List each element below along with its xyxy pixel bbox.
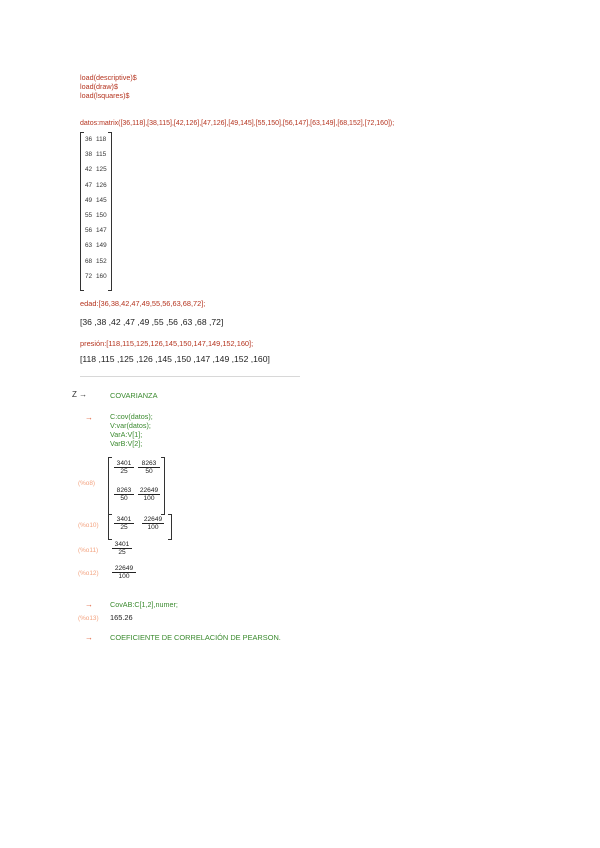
frac-num: 22649: [139, 487, 159, 494]
matrix-cell: 160: [96, 272, 107, 280]
matrix-cell: 36: [85, 136, 93, 143]
var-list-output: [108, 514, 178, 540]
output-label-o12: (%o12): [78, 570, 99, 577]
presion-input[interactable]: presión:[118,115,125,126,145,150,147,149,152,160];: [80, 339, 254, 348]
matrix-cell: 63: [85, 242, 93, 250]
matrix-cell: 125: [96, 166, 107, 174]
matrix-cell: 55: [85, 212, 93, 219]
frac-den: 100: [147, 524, 159, 531]
cell-arrow[interactable]: →: [85, 413, 93, 422]
frac-num: 8263: [114, 487, 134, 495]
matrix-cell: 147: [96, 227, 107, 235]
output-label-o11: (%o11): [78, 547, 99, 554]
matrix-cell: 149: [96, 242, 107, 250]
output-label-o10: (%o10): [78, 522, 99, 529]
load-descriptive[interactable]: load(descriptive)$: [80, 73, 137, 82]
edad-output: [36 ,38 ,42 ,47 ,49 ,55 ,56 ,63 ,68 ,72]: [80, 317, 224, 327]
frac-num: 22649: [143, 516, 163, 523]
matrix-cell: 47: [85, 181, 93, 189]
edad-input[interactable]: edad:[36,38,42,47,49,55,56,63,68,72];: [80, 299, 206, 308]
matrix-cell: 152: [96, 257, 107, 265]
presion-output: [118 ,115 ,125 ,126 ,145 ,150 ,147 ,149 ,152 ,160]: [80, 354, 270, 364]
frac-num: 3401: [112, 541, 132, 549]
matrix-cell: 68: [85, 257, 93, 265]
frac-num: 22649: [112, 565, 136, 573]
frac-den: 25: [120, 524, 128, 531]
section-arrow[interactable]: Z →: [72, 390, 88, 399]
matrix-cell: 49: [85, 196, 93, 204]
matrix-cell: 42: [85, 166, 93, 174]
covab-cmd[interactable]: CovAB:C[1,2],numer;: [110, 600, 178, 609]
load-lsquares[interactable]: load(lsquares)$: [80, 91, 130, 100]
matrix-cell: 72: [85, 272, 93, 280]
cov-matrix-output: [108, 457, 166, 515]
covab-output: 165.26: [110, 613, 133, 622]
cov-cmd[interactable]: C:cov(datos);: [110, 412, 153, 421]
frac-num: 3401: [114, 516, 134, 524]
matrix-cell: 38: [85, 151, 93, 159]
datos-input[interactable]: datos:matrix([36,118],[38,115],[42,126],[47,126],[49,145],[55,150],[56,147],[63,149],[68,152],[72,160]);: [80, 120, 395, 127]
matrix-cell: 118: [96, 136, 107, 143]
datos-matrix: [80, 132, 112, 289]
frac-den: 25: [118, 549, 126, 556]
matrix-cell: 115: [96, 151, 107, 159]
matrix-cell: 56: [85, 227, 93, 235]
output-label-o13: (%o13): [78, 615, 99, 622]
frac-den: 25: [120, 468, 128, 475]
output-label-o8: (%o8): [78, 480, 96, 487]
section-title-covarianza[interactable]: COVARIANZA: [110, 391, 158, 400]
cut-off-line: [80, 376, 300, 377]
varb-output: [112, 565, 136, 580]
section-arrow[interactable]: →: [85, 633, 93, 642]
varb-cmd[interactable]: VarB:V[2];: [110, 439, 143, 448]
load-draw[interactable]: load(draw)$: [80, 82, 118, 91]
frac-den: 100: [143, 495, 155, 502]
matrix-cell: 150: [96, 212, 107, 219]
frac-den: 100: [118, 573, 130, 580]
section-title-pearson[interactable]: COEFICIENTE DE CORRELACIÓN DE PEARSON.: [110, 633, 281, 642]
frac-num: 3401: [114, 460, 134, 468]
frac-num: 8263: [138, 460, 160, 468]
frac-den: 50: [120, 495, 128, 502]
vara-cmd[interactable]: VarA:V[1];: [110, 430, 143, 439]
matrix-cell: 145: [96, 196, 107, 204]
var-cmd[interactable]: V:var(datos);: [110, 421, 151, 430]
vara-output: [112, 541, 132, 556]
cell-arrow[interactable]: →: [85, 600, 93, 609]
frac-den: 50: [145, 468, 153, 475]
matrix-cell: 126: [96, 181, 107, 189]
